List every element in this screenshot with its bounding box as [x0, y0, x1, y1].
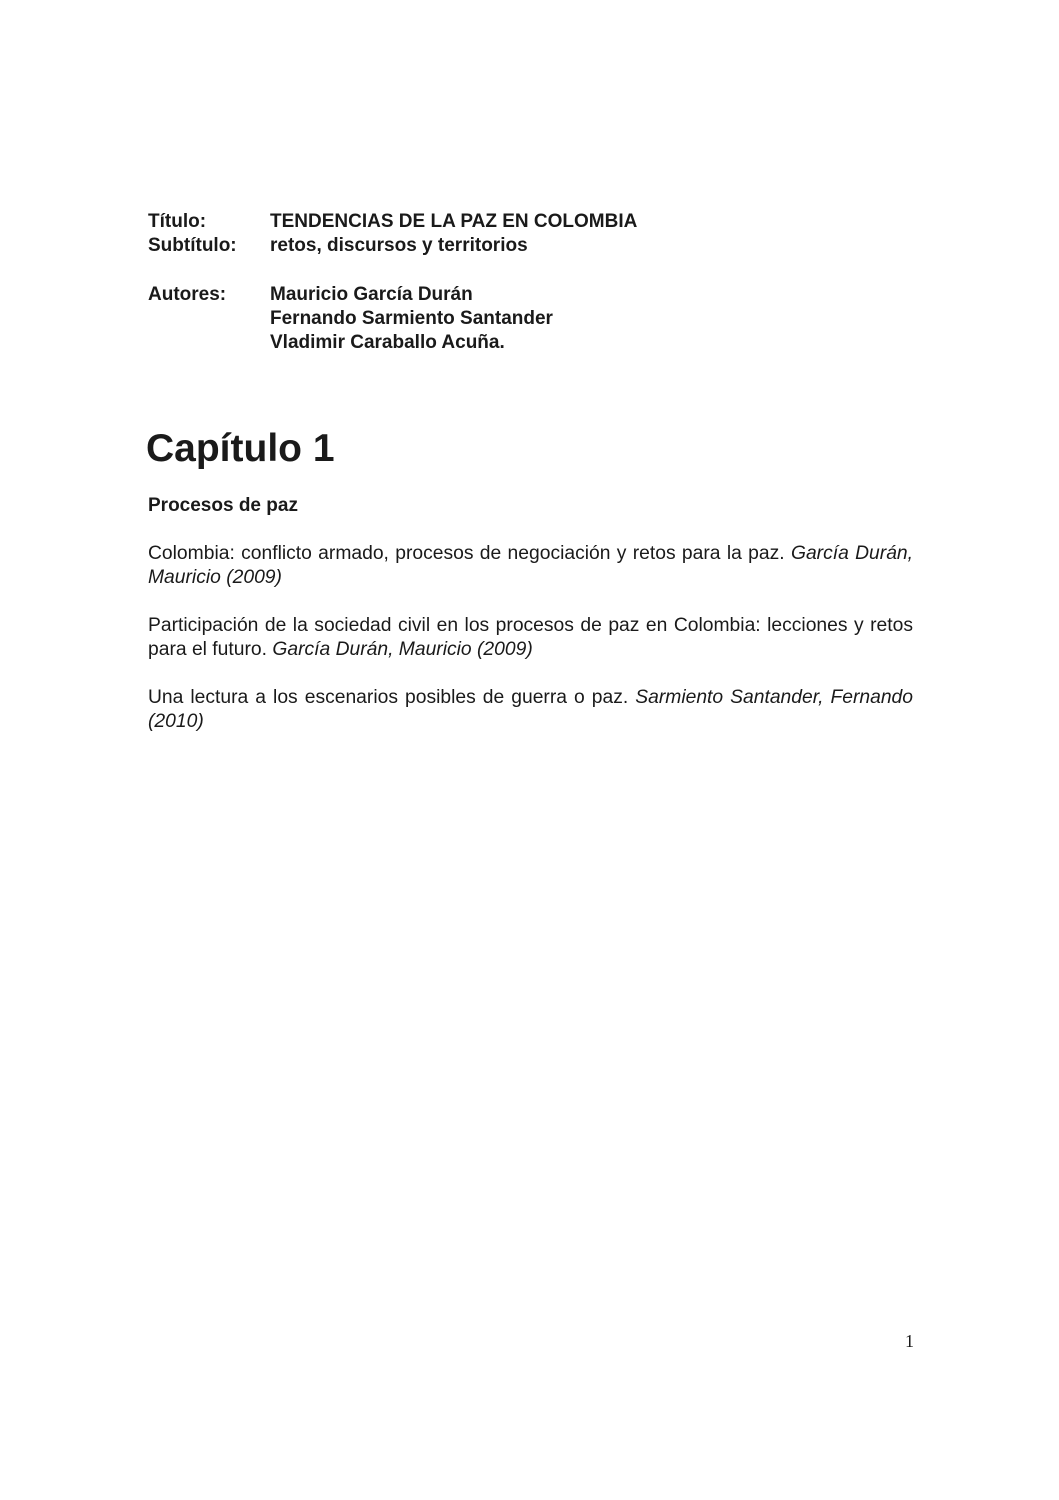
title-label: Título: — [148, 211, 207, 232]
author-name: Vladimir Caraballo Acuña. — [270, 332, 505, 353]
subtitle-label: Subtítulo: — [148, 235, 237, 256]
bibliography-entry — [148, 686, 913, 734]
chapter-title: Capítulo 1 — [146, 427, 335, 470]
authors-block — [148, 283, 553, 355]
authors-list — [270, 283, 553, 355]
subtitle-row — [148, 234, 637, 258]
entry-citation: Sarmiento Santander, Fernando (2010) — [148, 687, 913, 732]
bibliography-entry — [148, 542, 913, 590]
title-value: TENDENCIAS DE LA PAZ EN COLOMBIA — [270, 211, 638, 232]
entry-text: Colombia: conflicto armado, procesos de negociación y retos para la paz. — [148, 543, 785, 564]
entry-text: Una lectura a los escenarios posibles de guerra o paz. — [148, 687, 629, 708]
authors-label: Autores: — [148, 284, 227, 305]
bibliography-entry — [148, 614, 913, 662]
subtitle-value: retos, discursos y territorios — [270, 235, 528, 256]
entry-citation: García Durán, Mauricio (2009) — [272, 639, 533, 660]
author-name: Mauricio García Durán — [270, 284, 473, 305]
title-block — [148, 210, 637, 258]
author-name: Fernando Sarmiento Santander — [270, 308, 553, 329]
section-heading: Procesos de paz — [148, 495, 298, 516]
entry-citation: García Durán, Mauricio (2009) — [148, 543, 914, 588]
title-row — [148, 210, 637, 234]
authors-row — [148, 283, 553, 355]
page-number: 1 — [905, 1331, 914, 1351]
entry-text: Participación de la sociedad civil en los procesos de paz en Colombia: lecciones y retos para el futuro. — [148, 615, 913, 660]
